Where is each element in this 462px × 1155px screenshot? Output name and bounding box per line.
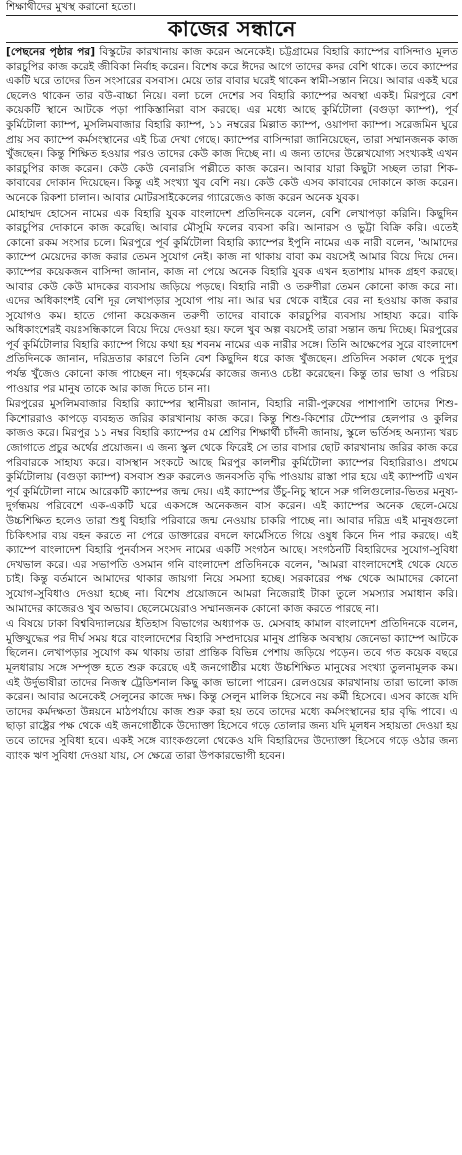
- paragraph-text: বিস্কুটের কারখানায় কাজ করেন অনেকেই। চট্টগ্রামের বিহারি ক্যাম্পের বাসিন্দাও মূলত কারচুপির কাজ করেই জীবিকা নির্বাহ করেন। বিশেষ করে ঈদের আগে তাদের কদর বেশি থাকে। তবে ক্যাম্পের একটি ঘরে তাদের তিন সংসারের বসবাস। মেয়ে তার বাবার ঘরেই থাকেন স্বামী-সন্তান নিয়ে। আবার একই ঘরে ছেলেও থাকেন তার বউ-বাচ্চা নিয়ে। বলা চলে দেশের সব বিহারি ক্যাম্পের অবস্থা একই। মিরপুরে বেশ কয়েকটি স্থানে আটকে পড়া পাকিস্তানিরা বাস করছে। এর মধ্যে আছে কুর্মিটোলা (বগুড়া ক্যাম্প), পূর্ব কুর্মিটোলা ক্যাম্প, মুসলিমবাজার বিহারি ক্যাম্প, ১১ নম্বরের মিল্লাত ক্যাম্প, ওয়াপদা ক্যাম্প। সরেজমিন ঘুরে প্রায় সব ক্যাম্পে কর্মসংস্থানের এই চিত্র দেখা গেছে। ক্যাম্পের বাসিন্দারা জানিয়েছেন, তারা সম্মানজনক কাজ খুঁজছেন। কিন্তু শিক্ষিত হওয়ার পরও তাদের কেউ কাজ দিচ্ছে না। এ জন্য তাদের উল্লেখযোগ্য সংখ্যকই এখন কারচুপির কাজ করেন। কেউ কেউ বেনারসি পল্লীতে কাজ করেন। আবার যারা কিছুটা সচ্ছল তারা শিক-কাবাবের দোকান দিয়েছেন। কিন্তু এই সংখ্যা খুব বেশি নয়। কেউ কেউ এসব কাবাবের দোকানে কাজ করেন। অনেকে রিকশা চালান। আবার মোটরসাইকেলের গ্যারেজেও কাজ করেন অনেক যুবক।: [6, 46, 458, 204]
- previous-article-fragment: শিক্ষাথীদের মুখস্থ করানো হতো।: [6, 1, 136, 13]
- continuation-label: [পেছনের পৃষ্ঠার পর]: [6, 46, 96, 58]
- article-paragraph: এ বিষয়ে ঢাকা বিশ্ববিদ্যালয়ের ইতিহাস বিভাগের অধ্যাপক ড. মেসবাহ কামাল বাংলাদেশ প্রতিদিনকে বলেন, মুক্তিযুদ্ধের পর দীর্ঘ সময় ধরে বাংলাদেশের বিহারি সম্প্রদায়ের মানুষ প্রান্তিক অবস্থায় জেনেভা ক্যাম্পে আটকে ছিলেন। লেখাপড়ার সুযোগ কম থাকায় তারা প্রান্তিক বিভিন্ন পেশায় জড়িয়ে পড়েন। তবে গত কয়েক বছরে মূলধারায় সঙ্গে সম্পৃক্ত হতে শুরু করেছে এই জনগোষ্ঠীর মধ্যে উচ্চশিক্ষিত মানুষের সংখ্যা তুলনামূলক কম। এই উর্দুভাষীরা তাদের নিজস্ব ট্রেডিশনাল কিছু কাজ ভালো পারেন। রেলওয়ের কারখানায় তারা ভালো কাজ করেন। আবার অনেকেই সেলুনের কাজে দক্ষ। কিন্তু সেলুন মালিক হিসেবে নয় কর্মী হিসেবে। এসব কাজে যদি তাদের কর্মদক্ষতা উন্নয়নে মাঠপর্যায়ে কাজ শুরু করা হয় তবে তাদের মধ্যে কর্মসংস্থানের হার বৃদ্ধি পাবে। এ ছাড়া রাষ্ট্রের পক্ষ থেকে এই জনগোষ্ঠীকে উদ্যোক্তা হিসেবে গড়ে তোলার জন্য যদি মূলধন সহায়তা দেওয়া হয় তবে তাদের সুবিধা হবে। একই সঙ্গে ব্যাংকগুলো থেকেও যদি বিহারিদের উদ্যোক্তা হিসেবে গড়ে ওঠার জন্য ব্যাংক ঋণ সুবিধা দেওয়া যায়, সে ক্ষেত্রে তারা উপকারভোগী হবেন।: [6, 618, 458, 762]
- article-paragraph: মিরপুরের মুসলিমবাজার বিহারি ক্যাম্পের স্থানীয়রা জানান, বিহারি নারী-পুরুষের পাশাপাশি তাদের শিশু-কিশোররাও কাপড়ে ব্যবহৃত জরির কারখানায় কাজ করে। কিন্তু শিশু-কিশোর টেম্পোর হেলপার ও কুলির কাজও করে। মিরপুর ১১ নম্বর বিহারি ক্যাম্পের ৫ম শ্রেণির শিক্ষার্থী চাঁদনী জানায়, স্কুলে ভর্তিসহ অন্যান্য খরচ জোগাতে প্রচুর অর্থের প্রয়োজন। এ জন্য স্কুল থেকে ফিরেই সে তার বাসার ছোট কারখানায় জরির কাজ করে পরিবারকে সাহায্য করে। বাসস্থান সংকটে আছে মিরপুর কালশীর কুর্মিটোলা ক্যাম্পের বিহারিরাও। প্রথমে কুর্মিটোলায় (বগুড়া ক্যাম্প) বসবাস শুরু করলেও জনবসতি বৃদ্ধি পাওয়ায় রাস্তা পার হয়ে এই ক্যাম্পটি এখন পূর্ব কুর্মিটোলা নামে আরেকটি ক্যাম্পের জন্ম দেয়। এই ক্যাম্পের উঁচু-নিচু স্থানে সরু গলিগুলোর-ভিতর মনুষ্য-দুর্গন্ধময় পরিবেশে এক-একটি ঘরে একসঙ্গে অনেকজন বাস করেন। এই ক্যাম্পের অনেক ছেলে-মেয়ে উচ্চশিক্ষিত হলেও তারা শুধু বিহারি পরিবারে জন্ম নেওয়ায় চাকরি পাচ্ছে না। আবার দরিদ্র এই মানুষগুলো চিকিৎসার ব্যয় বহন করতে না পেরে ডাক্তারের বদলে ফার্মেসিতে গিয়ে ওষুধ কিনে দিন পার করছে। এই ক্যাম্পে বাংলাদেশ বিহারি পুনর্বাসন সংসদ নামের একটি সংগঠন আছে। সংগঠনটি বিহারিদের সুযোগ-সুবিধা দেখভাল করে। এর সভাপতি ওসমান গনি বাংলাদেশ প্রতিদিনকে বলেন, 'আমরা বাংলাদেশেই থেকে যেতে চাই। কিন্তু বর্তমানে আমাদের থাকার জায়গা নিয়ে সমস্যা হচ্ছে। সরকারের পক্ষ থেকে আমাদের কোনো সুযোগ-সুবিধাও দেওয়া হচ্ছে না। বিশেষ প্রয়োজনে আমরা নিজেরাই টাকা তুলে সমস্যার সমাধান করি। আমাদের কাজেরও খুব অভাব। ছেলেমেয়েরাও সম্মানজনক কোনো কাজ করতে পারছে না।: [6, 398, 458, 615]
- article-paragraph: মোহাম্মদ হোসেন নামের এক বিহারি যুবক বাংলাদেশ প্রতিদিনকে বলেন, বেশি লেখাপড়া করিনি। কিছুদিন কারচুপির দোকানে কাজ করেছি। আবার মৌসুমি ফলের ব্যবসা করি। আনারস ও ভুট্টা বিক্রি করি। এতেই কোনো রকম সংসার চলে। মিরপুরে পূর্ব কুর্মিটোলা বিহারি ক্যাম্পের ইপুনি নামের এক নারী বলেন, 'আমাদের ক্যাম্পে মেয়েদের কাজ করার তেমন সুযোগ নেই। কাজ না থাকায় বাবা কম বয়সেই আমার বিয়ে দিয়ে দেন। ক্যাম্পের কয়েকজন বাসিন্দা জানান, কাজ না পেয়ে অনেক বিহারি যুবক এখন হতাশায় মাদক গ্রহণ করছে। আবার কেউ কেউ মাদকের ব্যবসায় জড়িয়ে পড়ছে। বিহারি নারী ও তরুণীরা তেমন কোনো কাজ করে না। এদের অধিকাংশই বেশি দূর লেখাপড়ার সুযোগ পায় না। আর ঘর থেকে বাইরে বের না হওয়ায় কাজ করার সুযোগও কম। হাতে গোনা কয়েকজন তরুণী তাদের বাবাকে কারচুপির ব্যবসায় সাহায্য করে। বাকি অধিকাংশেরই বয়ঃসন্ধিকালে বিয়ে দিয়ে দেওয়া হয়। ফলে খুব অল্প বয়সেই তারা সন্তান জন্ম দিচ্ছে। মিরপুরের পূর্ব কুর্মিটোলার বিহারি ক্যাম্পে গিয়ে কথা হয় শবনম নামের এক নারীর সঙ্গে। তিনি আক্ষেপের সুরে বাংলাদেশ প্রতিদিনকে জানান, দরিদ্রতার কারণে তিনি বেশ কিছুদিন ধরে কাজ খুঁজছেন। প্রতিদিন সকাল থেকে দুপুর পর্যন্ত খুঁজেও কোনো কাজ পাচ্ছেন না। গৃহকর্মের কাজের জন্যও চেষ্টা করেছেন। কিন্তু তার ভাষা ও পরিচয় পাওয়ার পর মানুষ তাকে আর কাজ দিতে চান না।: [6, 207, 458, 395]
- article-body: [6, 45, 458, 763]
- article-paragraph: [6, 45, 458, 206]
- headline-box: [6, 15, 458, 43]
- article-headline: কাজের সন্ধানে: [168, 17, 296, 41]
